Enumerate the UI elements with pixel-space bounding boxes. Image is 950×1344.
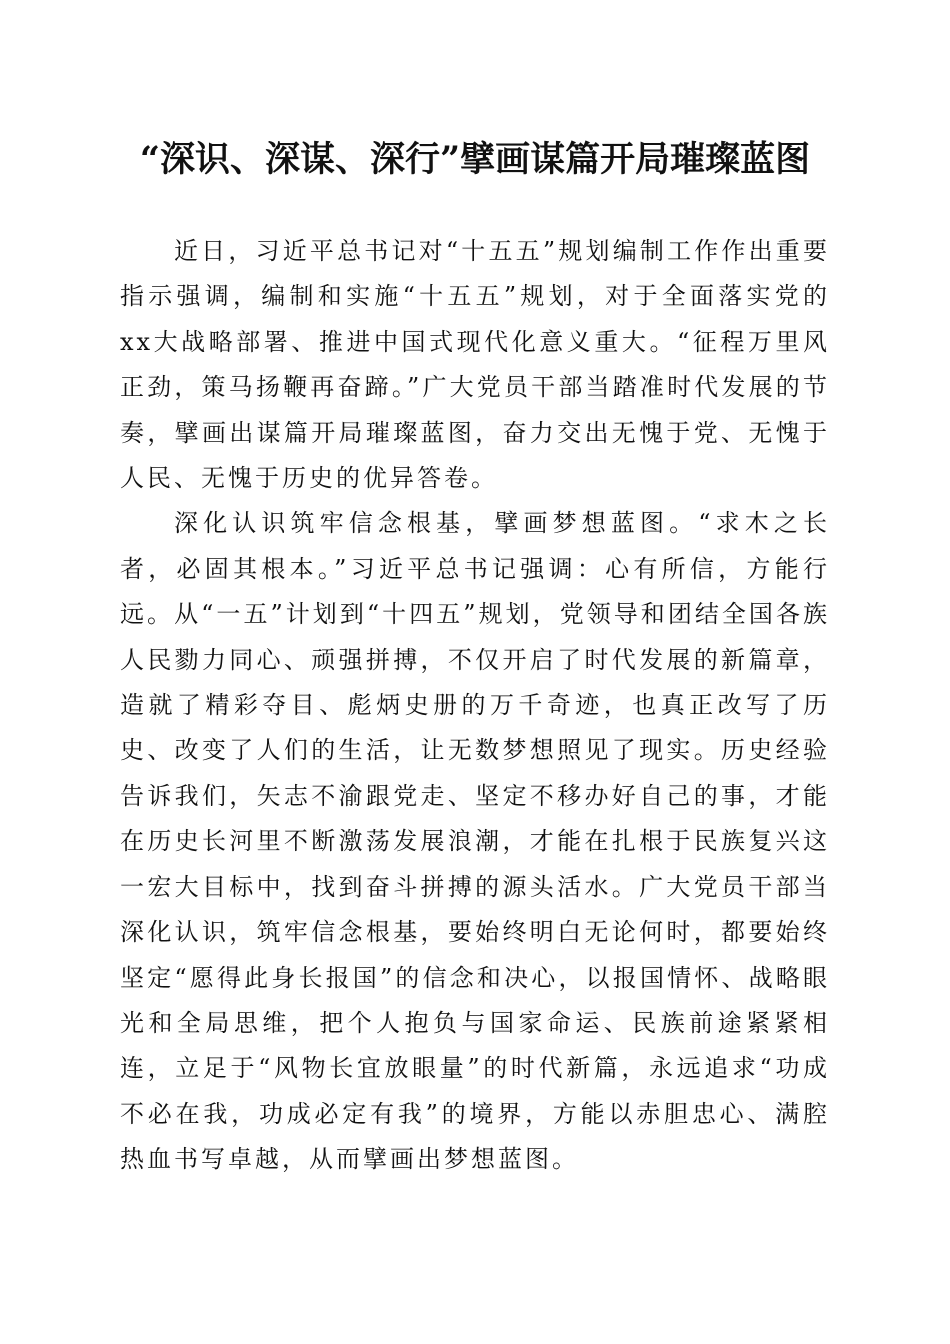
paragraph-section-1: 深化认识筑牢信念根基，擘画梦想蓝图。“求木之长者，必固其根本。”习近平总书记强调：心有所信，方能行远。从“一五”计划到“十四五”规划，党领导和团结全国各族人民勠力同心、顽强拼搏，不仅开启了时代发展的新篇章，造就了精彩夺目、彪炳史册的万千奇迹，也真正改写了历史、改变了人们的生活，让无数梦想照见了现实。历史经验告诉我们，矢志不渝跟党走、坚定不移办好自己的事，才能在历史长河里不断激荡发展浪潮，才能在扎根于民族复兴这一宏大目标中，找到奋斗拼搏的源头活水。广大党员干部当深化认识，筑牢信念根基，要始终明白无论何时，都要始终坚定“愿得此身长报国”的信念和决心，以报国情怀、战略眼光和全局思维，把个人抱负与国家命运、民族前途紧紧相连，立足于“风物长宜放眼量”的时代新篇，永远追求“功成不必在我，功成必定有我”的境界，方能以赤胆忠心、满腔热血书写卓越，从而擘画出梦想蓝图。 bbox=[120, 509, 830, 1174]
document-title: “深识、深谋、深行”擘画谋篇开局璀璨蓝图 bbox=[139, 139, 811, 180]
paragraph-intro: 近日，习近平总书记对“十五五”规划编制工作作出重要指示强调，编制和实施“十五五”规划，对于全面落实党的xx大战略部署、推进中国式现代化意义重大。“征程万里风正劲，策马扬鞭再奋蹄。”广大党员干部当踏准时代发展的节奏，擘画出谋篇开局璀璨蓝图，奋力交出无愧于党、无愧于人民、无愧于历史的优异答卷。 bbox=[120, 237, 830, 493]
document-body bbox=[120, 229, 830, 1183]
